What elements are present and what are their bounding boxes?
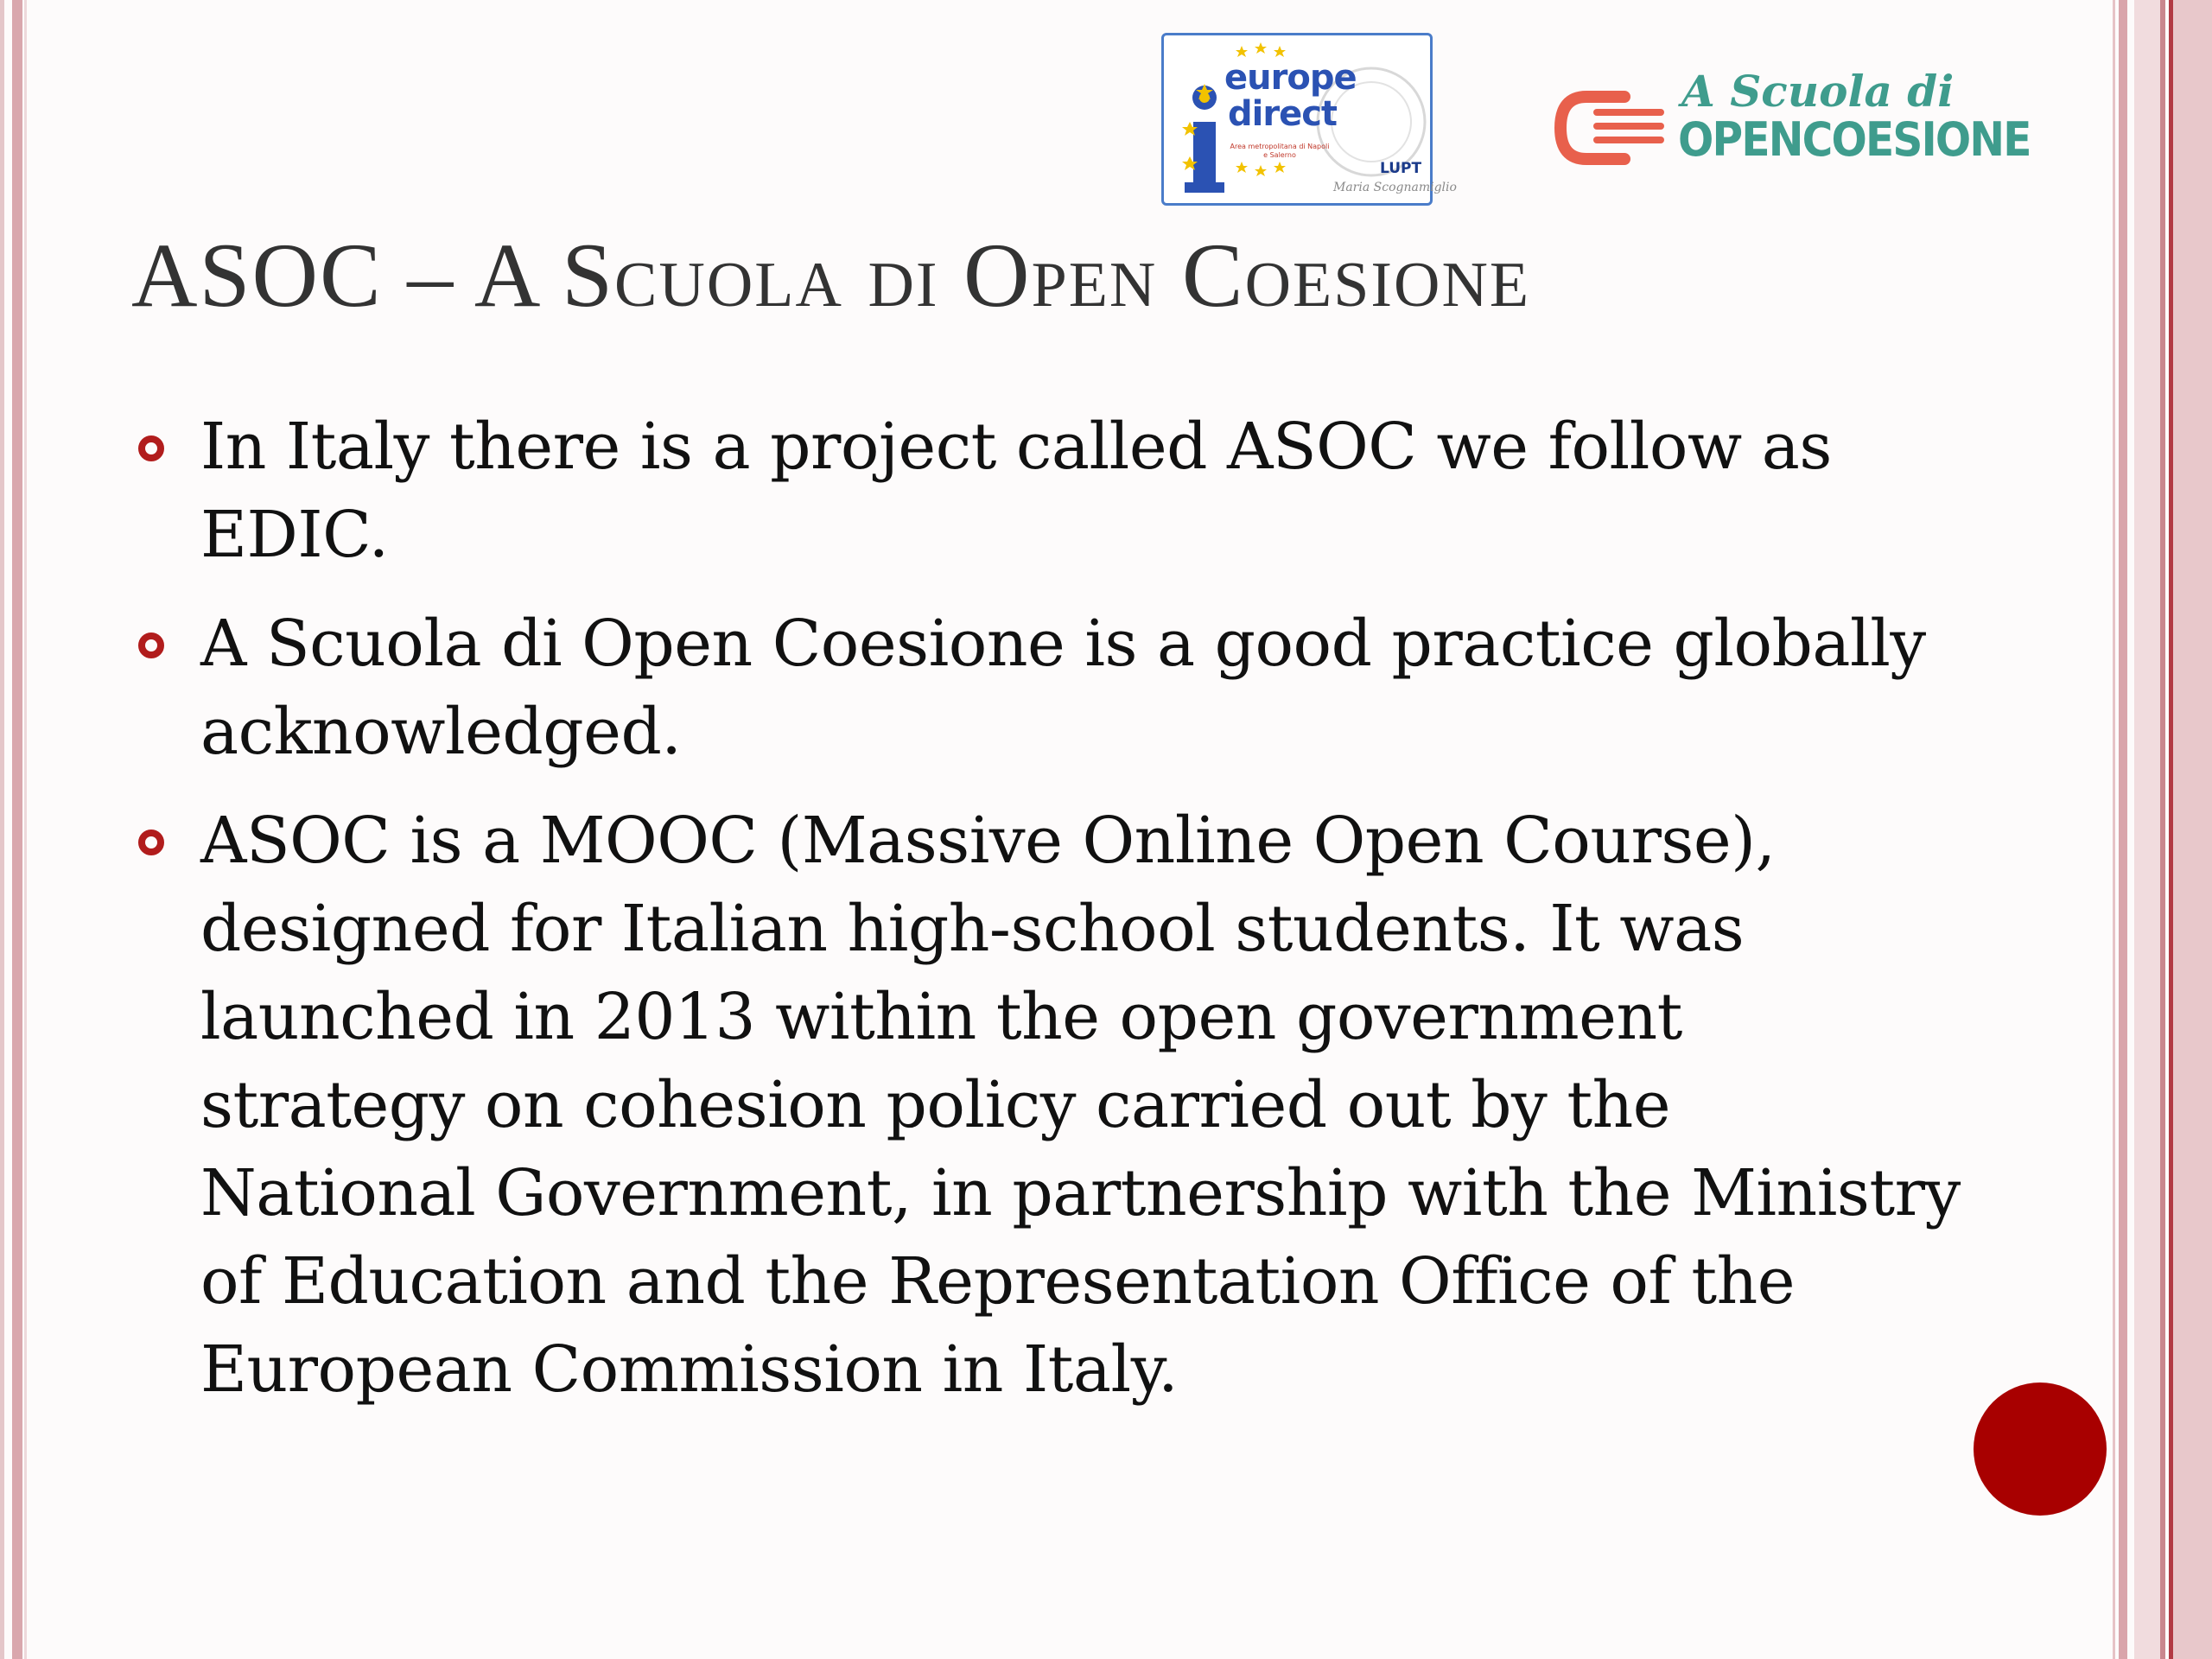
europe-direct-subtitle: Area metropolitana di Napoli e Salerno — [1230, 143, 1330, 159]
right-border-stripe — [2160, 0, 2165, 1659]
bullet-text: A Scuola di Open Coesione is a good practice globally acknowledged. — [200, 607, 1926, 769]
right-border-stripe — [2134, 0, 2160, 1659]
europe-direct-line2: direct — [1228, 94, 1338, 134]
asoc-logo-script: A Scuola di — [1681, 66, 1955, 117]
signature-text: Maria Scognamiglio — [1333, 181, 1457, 194]
right-border-stripe — [2119, 0, 2127, 1659]
right-border-stripe — [2113, 0, 2115, 1659]
right-border-stripe — [2173, 0, 2212, 1659]
left-border-stripe — [12, 0, 22, 1659]
bullet-list — [130, 403, 1961, 1434]
slide-title: ASOC – A Scuola di Open Coesione — [131, 225, 1531, 326]
europe-direct-logo — [1161, 33, 1457, 206]
europe-direct-line1: europe — [1224, 58, 1357, 98]
bullet-circle-icon — [138, 830, 164, 855]
lupt-badge: LUPT — [1380, 160, 1422, 177]
left-border-stripe — [24, 0, 27, 1659]
book-icon — [1552, 67, 1681, 180]
bullet-circle-icon — [138, 435, 164, 461]
asoc-logo — [1552, 66, 2031, 180]
bullet-text: In Italy there is a project called ASOC we follow as EDIC. — [200, 410, 1832, 572]
bullet-item — [130, 797, 1961, 1414]
asoc-logo-caps: OPENCOESIONE — [1678, 112, 2031, 167]
left-border-stripe — [0, 0, 4, 1659]
bullet-item — [130, 600, 1961, 776]
bullet-item — [130, 403, 1961, 579]
red-circle-decoration — [1974, 1382, 2107, 1516]
bullet-text: ASOC is a MOOC (Massive Online Open Course), designed for Italian high-school students. It was launched in 2013 within the open government strategy on cohesion policy carried out by the National Government, in partnership with the Ministry of Education and the Representation Office of the European Commission in Italy. — [200, 804, 1961, 1407]
bullet-circle-icon — [138, 632, 164, 658]
